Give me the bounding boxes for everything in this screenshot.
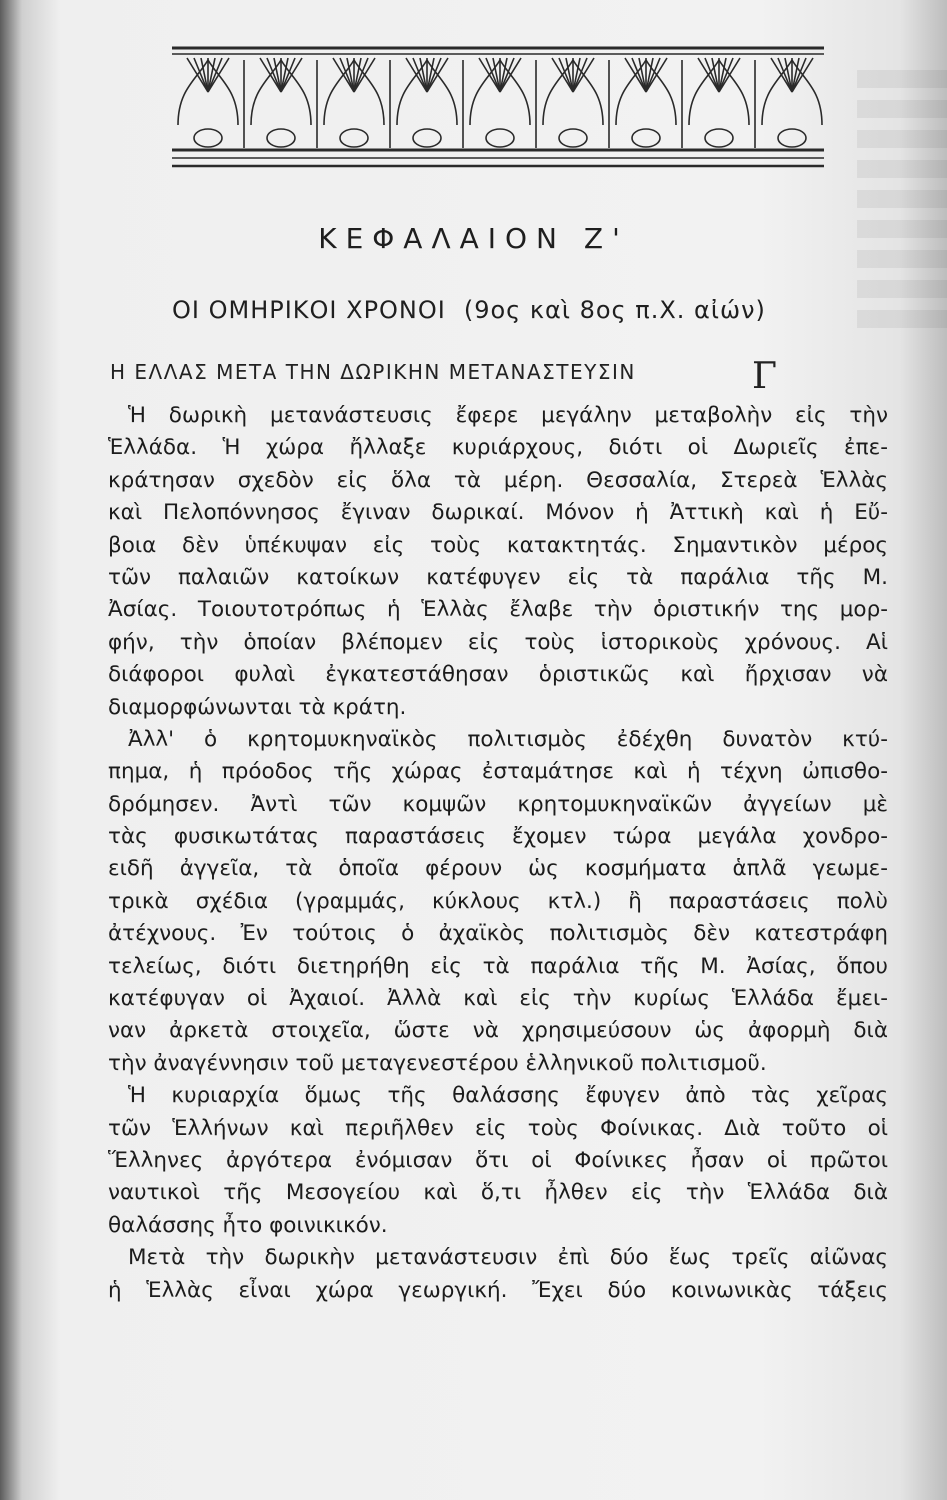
text-line: Ἡ κυριαρχία ὅμως τῆς θαλάσσης ἔφυγεν ἀπὸ τὰς χεῖρας	[128, 1083, 888, 1109]
text-line: πημα, ἡ πρόοδος τῆς χώρας ἐσταμάτησε καὶ ἡ τέχνη ὠπισθο-	[108, 759, 888, 785]
handwritten-margin-mark: Γ	[752, 356, 777, 397]
text-line: τῶν παλαιῶν κατοίκων κατέφυγεν εἰς τὰ παράλια τῆς Μ.	[108, 564, 888, 590]
text-line: Ἑλλάδα. Ἡ χώρα ἤλλαξε κυριάρχους, διότι οἱ Δωριεῖς ἐπε-	[108, 435, 888, 461]
text-line: ἀτέχνους. Ἐν τούτοις ὁ ἀχαϊκὸς πολιτισμὸς δὲν κατεστράφη	[108, 921, 888, 947]
bleed-through-shadow	[857, 70, 947, 330]
frieze-bead	[267, 129, 295, 147]
text-line: Ἡ δωρικὴ μετανάστευσις ἔφερε μεγάλην μεταβολὴν εἰς τὴν	[128, 403, 888, 428]
text-line: φήν, τὴν ὁποίαν βλέπομεν εἰς τοὺς ἱστορικοὺς χρόνους. Αἱ	[108, 629, 888, 655]
text-line: τὰς φυσικωτάτας παραστάσεις ἔχομεν τώρα μεγάλα χονδρο-	[108, 824, 888, 850]
frieze-bead	[486, 129, 514, 147]
text-line: Ἀσίας. Τοιουτοτρόπως ἡ Ἑλλὰς ἔλαβε τὴν ὁριστικήν της μορ-	[108, 597, 888, 623]
frieze-bead	[340, 129, 368, 147]
chapter-title-text: ΟΙ ΟΜΗΡΙΚΟΙ ΧΡΟΝΟΙ	[172, 296, 446, 324]
frieze-bead	[632, 129, 660, 147]
text-line: διαμορφώνωνται τὰ κράτη.	[108, 694, 407, 720]
text-line: Ἀλλ' ὁ κρητομυκηναϊκὸς πολιτισμὸς ἐδέχθη δυνατὸν κτύ-	[128, 726, 888, 752]
text-line: βοια δὲν ὑπέκυψαν εἰς τοὺς κατακτητάς. Σημαντικὸν μέρος	[108, 532, 888, 558]
text-line: Ἕλληνες ἀργότερα ἐνόμισαν ὅτι οἱ Φοίνικες ἦσαν οἱ πρῶτοι	[108, 1147, 888, 1173]
text-line: ναν ἀρκετὰ στοιχεῖα, ὥστε νὰ χρησιμεύσουν ὡς ἀφορμὴ διὰ	[108, 1018, 888, 1044]
frieze-bead	[194, 129, 222, 147]
text-line: θαλάσσης ἦτο φοινικικόν.	[108, 1212, 388, 1238]
text-line: τρικὰ σχέδια (γραμμάς, κύκλους κτλ.) ἢ παραστάσεις πολὺ	[108, 888, 888, 914]
chapter-title-period: (9ος καὶ 8ος π.Χ. αἰών)	[463, 296, 766, 324]
frieze-bead	[413, 129, 441, 147]
body-text	[108, 400, 888, 1307]
text-line: διάφοροι φυλαὶ ἐγκατεστάθησαν ὁριστικῶς καὶ ἤρχισαν νὰ	[108, 662, 888, 688]
text-line: καὶ Πελοπόννησος ἔγιναν δωρικαί. Μόνον ἡ Ἀττικὴ καὶ ἡ Εὔ-	[108, 500, 888, 526]
frieze-bead	[778, 129, 806, 147]
section-heading: Η ΕΛΛΑΣ ΜΕΤΑ ΤΗΝ ΔΩΡΙΚΗΝ ΜΕΤΑΝΑΣΤΕΥΣΙΝ	[110, 360, 636, 384]
text-line: Μετὰ τὴν δωρικὴν μετανάστευσιν ἐπὶ δύο ἕως τρεῖς αἰῶνας	[128, 1245, 888, 1271]
chapter-title	[172, 296, 872, 324]
text-line: ειδῆ ἀγγεῖα, τὰ ὁποῖα φέρουν ὡς κοσμήματα ἁπλᾶ γεωμε-	[108, 856, 888, 882]
decorative-frieze-ornament	[172, 30, 824, 180]
text-line: δρόμησεν. Ἀντὶ τῶν κομψῶν κρητομυκηναϊκῶν ἀγγείων μὲ	[108, 791, 888, 817]
frieze-bead	[559, 129, 587, 147]
text-line: ναυτικοὶ τῆς Μεσογείου καὶ ὅ,τι ἦλθεν εἰς τὴν Ἑλλάδα διὰ	[108, 1180, 888, 1206]
chapter-heading: ΚΕΦΑΛΑΙΟΝ Ζ'	[318, 222, 629, 255]
text-line: τῶν Ἑλλήνων καὶ περιῆλθεν εἰς τοὺς Φοίνικας. Διὰ τοῦτο οἱ	[108, 1115, 888, 1141]
text-line: τελείως, διότι διετηρήθη εἰς τὰ παράλια τῆς Μ. Ἀσίας, ὅπου	[108, 953, 888, 979]
frieze-bead	[705, 129, 733, 147]
text-line: τὴν ἀναγέννησιν τοῦ μεταγενεστέρου ἑλληνικοῦ πολιτισμοῦ.	[108, 1050, 767, 1076]
text-line: ἡ Ἑλλὰς εἶναι χώρα γεωργική. Ἔχει δύο κοινωνικὰς τάξεις	[108, 1277, 888, 1303]
text-line: κράτησαν σχεδὸν εἰς ὅλα τὰ μέρη. Θεσσαλία, Στερεὰ Ἑλλὰς	[108, 467, 888, 493]
text-line: κατέφυγαν οἱ Ἀχαιοί. Ἀλλὰ καὶ εἰς τὴν κυρίως Ἑλλάδα ἔμει-	[108, 986, 888, 1012]
